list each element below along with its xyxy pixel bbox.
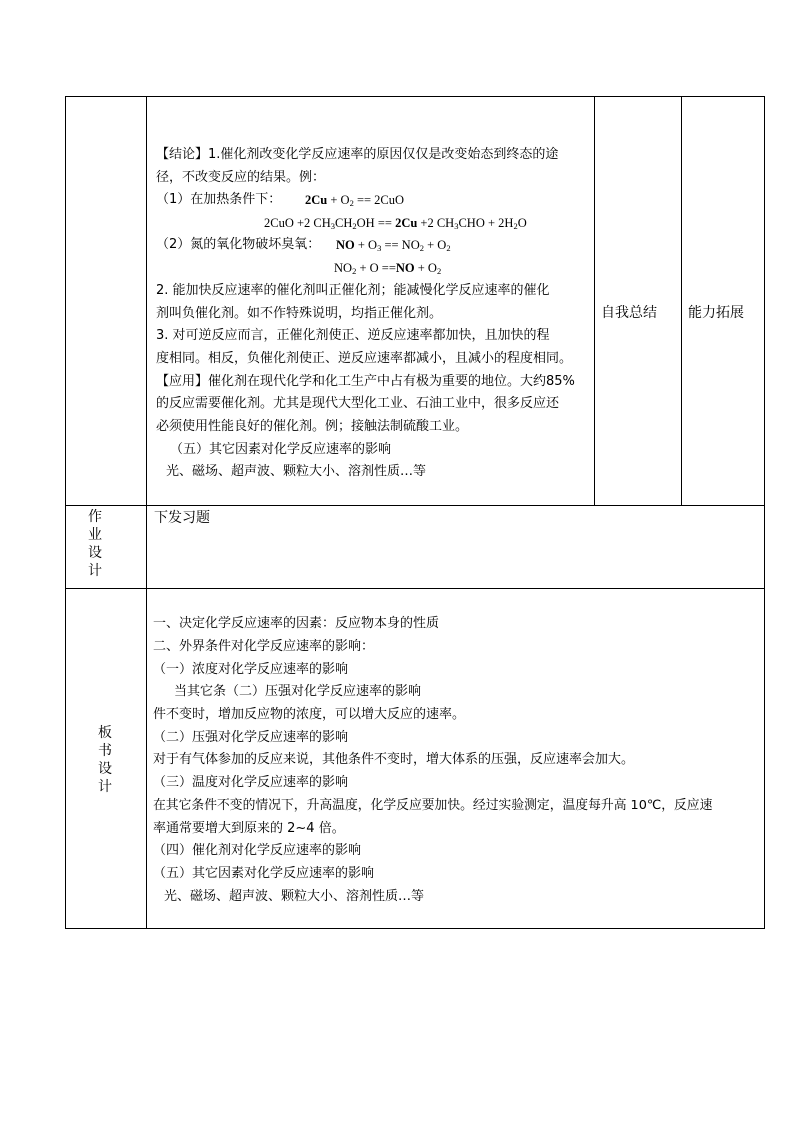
ability-extension-label: 能力拓展 xyxy=(688,305,744,321)
border-top xyxy=(65,96,765,97)
border-row2 xyxy=(65,588,765,589)
conclusion-line-1: 【结论】1.催化剂改变化学反应速率的原因仅仅是改变始态到终态的途 xyxy=(156,147,559,162)
point-2-line-2: 剂叫负催化剂。如不作特殊说明，均指正催化剂。 xyxy=(156,306,443,321)
application-line-2: 的反应需要催化剂。尤其是现代大型化工业、石油工业中，很多反应还 xyxy=(156,396,560,411)
point-3-line-1: 3. 对可逆反应而言，正催化剂使正、逆反应速率都加快，且加快的程 xyxy=(156,328,550,343)
board-line-8: （三）温度对化学反应速率的影响 xyxy=(153,775,349,790)
board-line-6: （二）压强对化学反应速率的影响 xyxy=(153,730,349,745)
board-line-4: 当其它条（二）压强对化学反应速率的影响 xyxy=(174,684,422,699)
board-label: 板书设计 xyxy=(98,725,112,795)
board-line-7: 对于有气体参加的反应来说，其他条件不变时，增大体系的压强，反应速率会加大。 xyxy=(153,752,635,767)
board-line-11: （四）催化剂对化学反应速率的影响 xyxy=(153,843,362,858)
border-row1 xyxy=(65,505,765,506)
example-1-label: （1）在加热条件下： xyxy=(156,192,282,207)
conclusion-line-2: 径，不改变反应的结果。例： xyxy=(156,170,326,185)
equation-3: NO + $O_3 == NO_2 + O_2$ xyxy=(336,238,451,253)
equation-4: $NO_2 + O ==NO + O_2$ xyxy=(334,261,442,276)
board-line-5: 件不变时，增加反应物的浓度，可以增大反应的速率。 xyxy=(153,707,466,722)
border-col1 xyxy=(146,96,147,929)
board-line-2: 二、外界条件对化学反应速率的影响： xyxy=(153,639,375,654)
homework-content: 下发习题 xyxy=(154,510,210,526)
board-line-1: 一、决定化学反应速率的因素：反应物本身的性质 xyxy=(153,616,440,631)
board-line-12: （五）其它因素对化学反应速率的影响 xyxy=(153,866,375,881)
equation-2: 2CuO +2 $CH_3CH_2OH == 2Cu +2$ $CH_3CHO + 2H_2O$ xyxy=(264,216,527,231)
board-line-13: 光、磁场、超声波、颗粒大小、溶剂性质…等 xyxy=(164,889,425,904)
point-3-line-2: 度相同。相反，负催化剂使正、逆反应速率都减小，且减小的程度相同。 xyxy=(156,351,573,366)
equation-1: $2Cu + O_2 == 2CuO$ xyxy=(305,193,405,208)
other-factors-list: 光、磁场、超声波、颗粒大小、溶剂性质…等 xyxy=(166,464,427,479)
application-line-3: 必须使用性能良好的催化剂。例；接触法制硫酸工业。 xyxy=(156,419,469,434)
board-line-10: 率通常要增大到原来的 2~4 倍。 xyxy=(153,821,345,836)
border-right xyxy=(764,96,765,929)
application-line-1: 【应用】催化剂在现代化学和化工生产中占有极为重要的地位。大约85% xyxy=(156,374,575,389)
border-col2 xyxy=(594,96,595,506)
border-col3 xyxy=(681,96,682,506)
example-2-label: （2）氮的氧化物破坏臭氧： xyxy=(156,237,321,252)
point-2-line-1: 2. 能加快反应速率的催化剂叫正催化剂；能减慢化学反应速率的催化 xyxy=(156,283,550,298)
homework-label: 作业设计 xyxy=(88,509,102,579)
border-left xyxy=(65,96,66,929)
self-summary-label: 自我总结 xyxy=(601,305,657,321)
border-bottom xyxy=(65,928,765,929)
board-line-3: （一）浓度对化学反应速率的影响 xyxy=(153,662,349,677)
other-factors-heading: （五）其它因素对化学反应速率的影响 xyxy=(170,442,392,457)
board-line-9: 在其它条件不变的情况下，升高温度，化学反应要加快。经过实验测定，温度每升高 10℃，反应速 xyxy=(153,798,713,813)
